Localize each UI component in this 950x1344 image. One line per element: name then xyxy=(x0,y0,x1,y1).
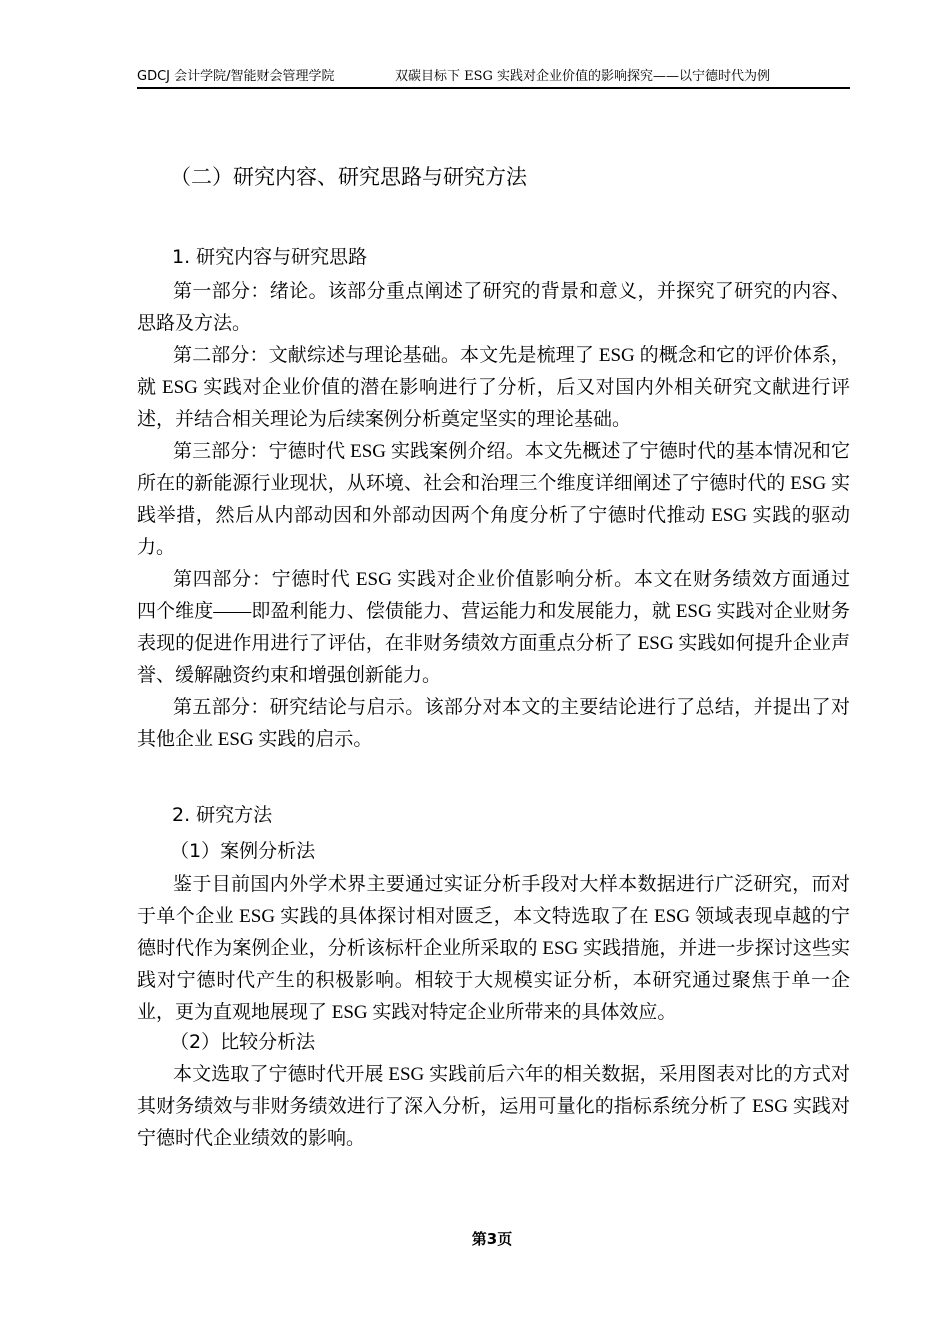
paragraph-line: 本文选取了宁德时代开展 ESG 实践前后六年的相关数据，采用图表对比的方式对 xyxy=(173,1064,850,1085)
paragraph-line: 第二部分：文献综述与理论基础。本文先是梳理了 ESG 的概念和它的评价体系， xyxy=(173,345,850,366)
paragraph-line: 表现的促进作用进行了评估，在非财务绩效方面重点分析了 ESG 实践如何提升企业声 xyxy=(137,633,850,654)
paragraph-line: 述，并结合相关理论为后续案例分析奠定坚实的理论基础。 xyxy=(137,409,632,430)
paragraph-line: 宁德时代企业绩效的影响。 xyxy=(137,1128,366,1149)
case-analysis-body xyxy=(137,869,850,1029)
paragraph-line: 于单个企业 ESG 实践的具体探讨相对匮乏，本文特选取了在 ESG 领域表现卓越的宁 xyxy=(137,906,850,927)
heading-research-content: 1. 研究内容与研究思路 xyxy=(172,246,368,268)
heading-comparative-analysis: （2）比较分析法 xyxy=(170,1031,316,1053)
paragraph-line: 所在的新能源行业现状，从环境、社会和治理三个维度详细阐述了宁德时代的 ESG 实 xyxy=(137,473,850,494)
heading-case-analysis: （1）案例分析法 xyxy=(170,840,316,862)
paragraph-line: 思路及方法。 xyxy=(137,313,252,334)
paragraph-line: 其财务绩效与非财务绩效进行了深入分析，运用可量化的指标系统分析了 ESG 实践对 xyxy=(137,1096,850,1117)
paragraph-line: 四个维度——即盈利能力、偿债能力、营运能力和发展能力，就 ESG 实践对企业财务 xyxy=(137,601,850,622)
paragraph-line: 力。 xyxy=(137,537,176,558)
heading-research-methods: 2. 研究方法 xyxy=(172,804,273,826)
paragraph-line: 业，更为直观地展现了 ESG 实践对特定企业所带来的具体效应。 xyxy=(137,1002,677,1023)
header-paper-title: 双碳目标下 ESG 实践对企业价值的影响探究——以宁德时代为例 xyxy=(395,69,771,84)
header-rule xyxy=(137,87,850,89)
paragraph-line: 第五部分：研究结论与启示。该部分对本文的主要结论进行了总结，并提出了对 xyxy=(173,697,850,718)
header-institution: GDCJ 会计学院/智能财会管理学院 xyxy=(137,69,335,84)
research-content-body xyxy=(137,276,850,756)
paragraph-line: 第四部分：宁德时代 ESG 实践对企业价值影响分析。本文在财务绩效方面通过 xyxy=(173,569,850,590)
paragraph-line: 鉴于目前国内外学术界主要通过实证分析手段对大样本数据进行广泛研究，而对 xyxy=(173,874,850,895)
paragraph-line: 践对宁德时代产生的积极影响。相较于大规模实证分析，本研究通过聚焦于单一企 xyxy=(137,970,850,991)
comparative-analysis-body xyxy=(137,1059,850,1155)
paragraph-line: 第一部分：绪论。该部分重点阐述了研究的背景和意义，并探究了研究的内容、 xyxy=(173,281,850,302)
paragraph-line: 就 ESG 实践对企业价值的潜在影响进行了分析，后又对国内外相关研究文献进行评 xyxy=(137,377,850,398)
paragraph-line: 第三部分：宁德时代 ESG 实践案例介绍。本文先概述了宁德时代的基本情况和它 xyxy=(173,441,850,462)
section-title: （二）研究内容、研究思路与研究方法 xyxy=(170,165,527,189)
paragraph-line: 德时代作为案例企业，分析该标杆企业所采取的 ESG 实践措施，并进一步探讨这些实 xyxy=(137,938,850,959)
paragraph-line: 践举措，然后从内部动因和外部动因两个角度分析了宁德时代推动 ESG 实践的驱动 xyxy=(137,505,850,526)
page-number: 第3页 xyxy=(471,1230,513,1248)
paragraph-line: 誉、缓解融资约束和增强创新能力。 xyxy=(137,665,442,686)
page-header xyxy=(137,66,850,88)
paragraph-line: 其他企业 ESG 实践的启示。 xyxy=(137,729,373,750)
